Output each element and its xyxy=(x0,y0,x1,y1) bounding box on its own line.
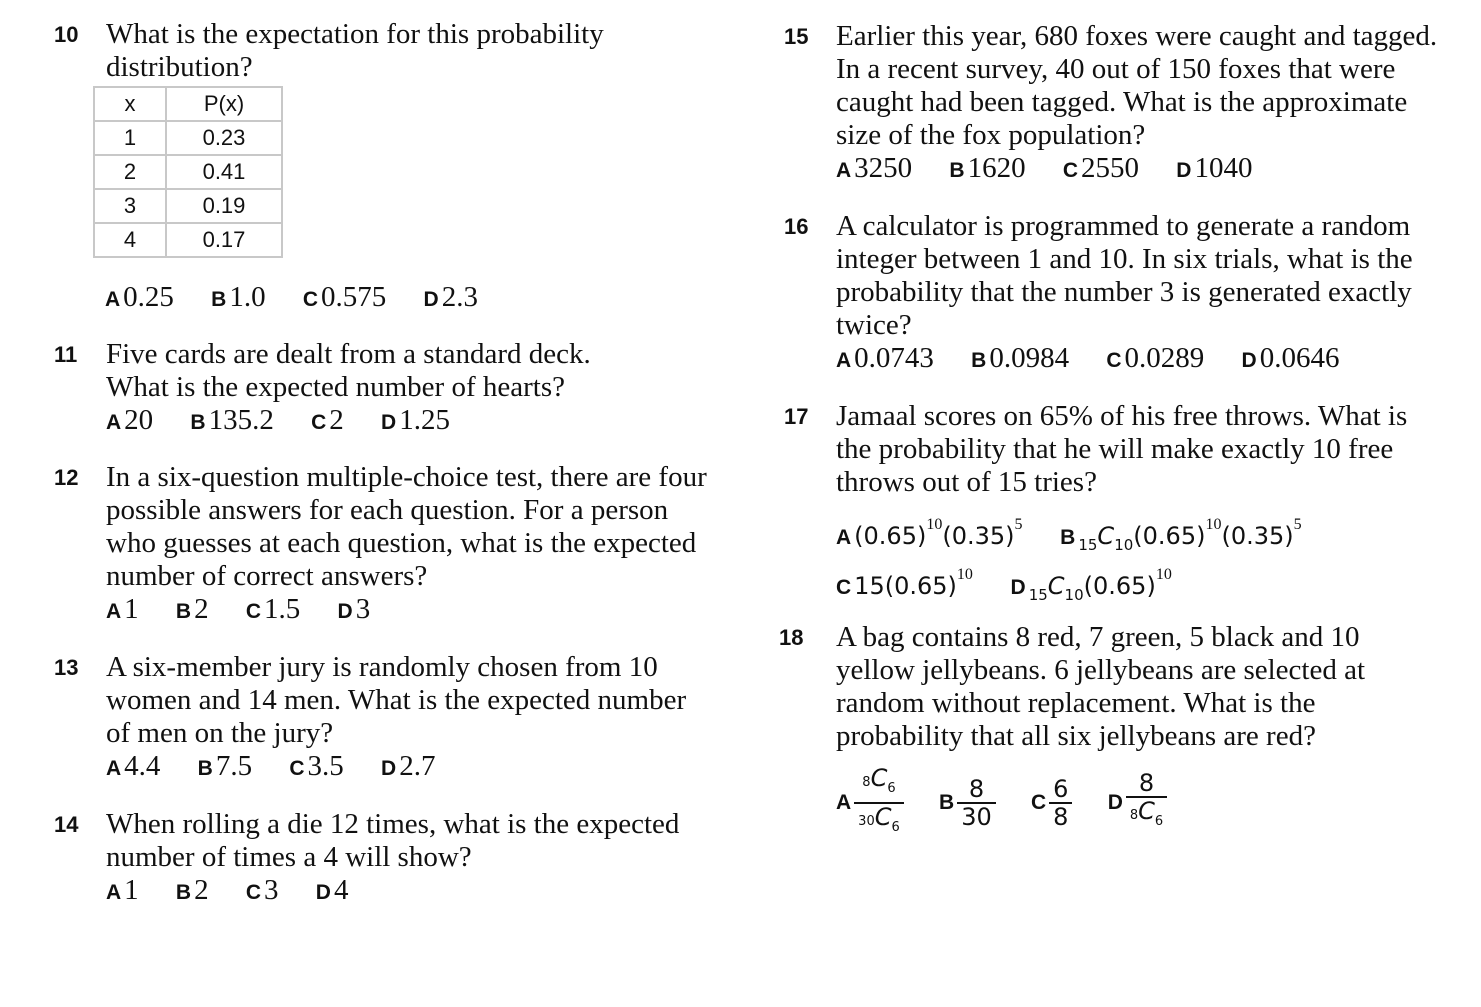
choice-b[interactable]: B $\frac{8}{30}$ xyxy=(939,776,996,830)
question-number: 12 xyxy=(54,465,79,490)
choice-a[interactable]: A $(0.65)^{10}(0.35)^5$ xyxy=(836,516,1023,550)
question-text-line: integer between 1 and 10. In six trials, what is the xyxy=(836,243,1413,275)
question-number: 15 xyxy=(784,24,809,49)
question-text-line: A calculator is programmed to generate a random xyxy=(836,210,1411,242)
choice-c[interactable]: C 0.0289 xyxy=(1106,342,1205,374)
question-text-line: A six-member jury is randomly chosen from 10 xyxy=(106,651,658,683)
choice-d[interactable]: D 3 xyxy=(337,593,371,625)
question-text-line: Five cards are dealt from a standard deck. xyxy=(106,338,591,370)
table-header-row xyxy=(94,87,282,121)
choice-a[interactable]: A 1 xyxy=(106,593,139,625)
choice-a[interactable]: A 0.25 xyxy=(105,281,174,313)
table-row xyxy=(94,121,282,155)
table-cell: 0.19 xyxy=(166,189,282,223)
table-cell: 2 xyxy=(94,155,166,189)
choice-a[interactable]: A 20 xyxy=(106,404,154,436)
question-text-line: yellow jellybeans. 6 jellybeans are selected at xyxy=(836,654,1366,686)
choice-c[interactable]: C 0.575 xyxy=(302,281,387,313)
question-text-line: women and 14 men. What is the expected number xyxy=(106,684,687,716)
choice-a[interactable]: A 3250 xyxy=(836,152,913,184)
answer-choices xyxy=(106,750,686,785)
choice-b[interactable]: B 0.0984 xyxy=(971,342,1070,374)
choice-d[interactable]: D 2.3 xyxy=(423,281,478,313)
choice-a[interactable]: A 1 xyxy=(106,874,139,906)
question-number: 13 xyxy=(54,655,79,680)
answer-choices xyxy=(106,874,679,909)
question-text-line: caught had been tagged. What is the approximate xyxy=(836,86,1408,118)
table-row xyxy=(94,223,282,257)
table-cell: 4 xyxy=(94,223,166,257)
question-number: 11 xyxy=(54,342,78,367)
question-text-line: In a six-question multiple-choice test, there are four xyxy=(106,461,707,493)
choice-d[interactable]: D 1040 xyxy=(1176,152,1253,184)
choice-c[interactable]: C 1.5 xyxy=(245,593,301,625)
choice-d[interactable]: D $\frac{8}{8C_6}$ xyxy=(1108,770,1168,835)
table-header: P(x) xyxy=(166,87,282,121)
answer-choices xyxy=(105,281,508,316)
choice-a[interactable]: A 4.4 xyxy=(106,750,161,782)
probability-table xyxy=(93,86,283,258)
question-text-line: twice? xyxy=(836,309,912,341)
choice-b[interactable]: B 2 xyxy=(175,874,209,906)
table-row xyxy=(94,155,282,189)
question-text-line: What is the expectation for this probability xyxy=(106,18,604,50)
choice-b[interactable]: B 135.2 xyxy=(190,404,274,436)
question-text-line: probability that all six jellybeans are red? xyxy=(836,720,1316,752)
choice-c[interactable]: C 2 xyxy=(311,404,344,436)
choice-b[interactable]: B 1620 xyxy=(949,152,1026,184)
question-text-line: probability that the number 3 is generated exactly xyxy=(836,276,1412,308)
question-text-line: size of the fox population? xyxy=(836,119,1146,151)
question-text-line: random without replacement. What is the xyxy=(836,687,1316,719)
choice-b[interactable]: B 7.5 xyxy=(197,750,253,782)
question-text-line: of men on the jury? xyxy=(106,717,334,749)
table-header: x xyxy=(94,87,166,121)
choice-c[interactable]: C 3 xyxy=(245,874,279,906)
table-cell: 0.23 xyxy=(166,121,282,155)
table-cell: 3 xyxy=(94,189,166,223)
table-cell: 0.17 xyxy=(166,223,282,257)
table-cell: 1 xyxy=(94,121,166,155)
choice-a[interactable]: A 0.0743 xyxy=(836,342,934,374)
question-number: 14 xyxy=(54,812,79,837)
answer-choices xyxy=(836,152,1437,187)
question-text-line: number of times a 4 will show? xyxy=(106,841,472,873)
answer-choices xyxy=(836,342,1413,377)
question-number: 10 xyxy=(54,22,79,47)
table-row xyxy=(94,189,282,223)
question-text-line: When rolling a die 12 times, what is the expected xyxy=(106,808,680,840)
question-text-line: the probability that he will make exactly 10 free xyxy=(836,433,1394,465)
choice-b[interactable]: B $_{15}C_{10}(0.65)^{10}(0.35)^5$ xyxy=(1060,516,1302,554)
choice-b[interactable]: B 2 xyxy=(175,593,209,625)
question-text-line: throws out of 15 tries? xyxy=(836,466,1097,498)
choice-d[interactable]: D 4 xyxy=(315,874,349,906)
table-cell: 0.41 xyxy=(166,155,282,189)
question-text-line: What is the expected number of hearts? xyxy=(106,371,565,403)
choice-b[interactable]: B 1.0 xyxy=(211,281,266,313)
question-text-line: distribution? xyxy=(106,51,253,83)
choice-d[interactable]: D 0.0646 xyxy=(1241,342,1340,374)
question-text-line: number of correct answers? xyxy=(106,560,428,592)
choice-c[interactable]: C $\frac{6}{8}$ xyxy=(1031,776,1072,830)
answer-choices xyxy=(106,404,591,439)
question-text-line: Jamaal scores on 65% of his free throws. What is xyxy=(836,400,1408,432)
answer-choices xyxy=(106,593,707,628)
question-text-line: who guesses at each question, what is the expected xyxy=(106,527,697,559)
question-text-line: possible answers for each question. For a person xyxy=(106,494,669,526)
choice-c[interactable]: C 3.5 xyxy=(289,750,344,782)
choice-c[interactable]: C $15(0.65)^{10}$ xyxy=(836,565,973,600)
question-number: 17 xyxy=(784,404,809,429)
question-text-line: Earlier this year, 680 foxes were caught and tagged. xyxy=(836,20,1438,52)
choice-d[interactable]: D 1.25 xyxy=(381,404,450,436)
question-number: 18 xyxy=(779,625,804,650)
choice-d[interactable]: D $_{15}C_{10}(0.65)^{10}$ xyxy=(1010,565,1172,604)
question-number: 16 xyxy=(784,214,809,239)
choice-a[interactable]: A $\frac{8C_6}{30C_6}$ xyxy=(836,765,904,841)
question-text-line: A bag contains 8 red, 7 green, 5 black and 10 xyxy=(836,621,1360,653)
choice-d[interactable]: D 2.7 xyxy=(381,750,436,782)
question-text-line: In a recent survey, 40 out of 150 foxes that were xyxy=(836,53,1396,85)
choice-c[interactable]: C 2550 xyxy=(1062,152,1140,184)
